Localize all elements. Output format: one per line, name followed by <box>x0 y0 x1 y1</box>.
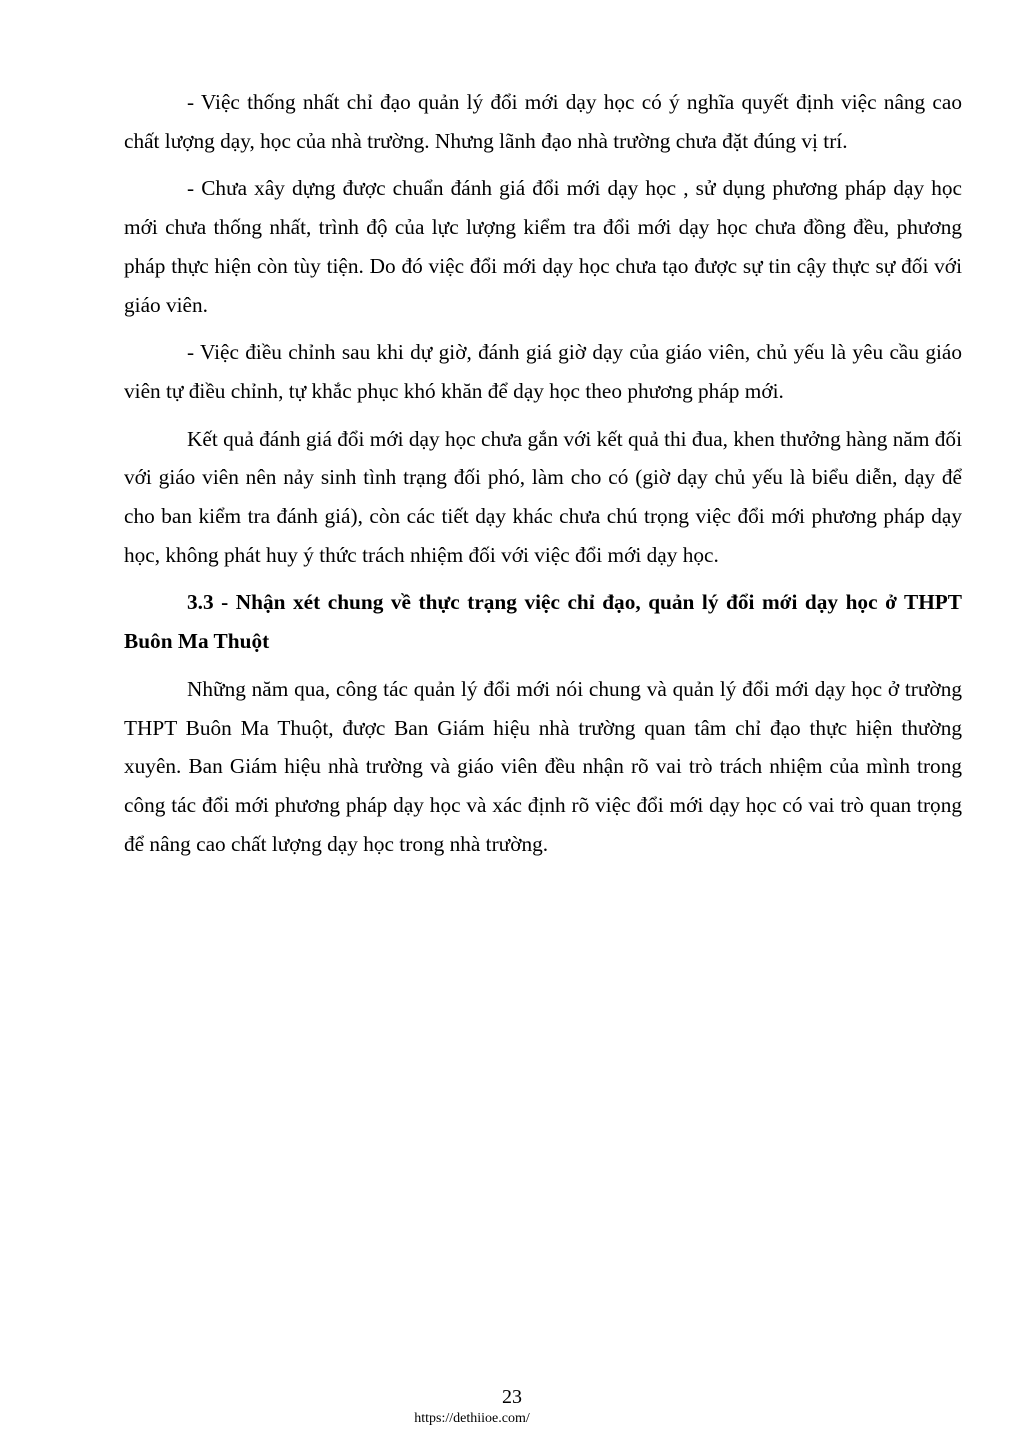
footer-url-link[interactable]: https://dethiioe.com/ <box>414 1411 530 1426</box>
page-number: 23 <box>502 1386 522 1408</box>
paragraph-unified-direction: - Việc thống nhất chỉ đạo quản lý đổi mới dạy học có ý nghĩa quyết định việc nâng cao chất lượng dạy, học của nhà trường. Nhưng lãnh đạo nhà trường chưa đặt đúng vị trí. <box>124 90 962 153</box>
paragraph-general-remarks: Những năm qua, công tác quản lý đổi mới nói chung và quản lý đổi mới dạy học ở trường THPT Buôn Ma Thuột, được Ban Giám hiệu nhà trường quan tâm chỉ đạo thực hiện thường xuyên. Ban Giám hiệu nhà trường và giáo viên đều nhận rõ vai trò trách nhiệm của mình trong công tác đổi mới phương pháp dạy học và xác định rõ việc đổi mới dạy học có vai trò quan trọng để nâng cao chất lượng dạy học trong nhà trường. <box>124 676 962 856</box>
paragraph-evaluation-results: Kết quả đánh giá đổi mới dạy học chưa gắn với kết quả thi đua, khen thưởng hàng năm đối với giáo viên nên nảy sinh tình trạng đối phó, làm cho có (giờ dạy chủ yếu là biểu diễn, dạy để cho ban kiểm tra đánh giá), còn các tiết dạy khác chưa chú trọng việc đổi mới phương pháp dạy học, không phát huy ý thức trách nhiệm đối với việc đổi mới dạy học. <box>124 426 962 567</box>
document-body <box>124 83 962 872</box>
section-heading: 3.3 - Nhận xét chung về thực trạng việc chỉ đạo, quản lý đổi mới dạy học ở THPT Buôn Ma Thuột <box>124 590 962 654</box>
paragraph-adjustment-after-observation: - Việc điều chỉnh sau khi dự giờ, đánh giá giờ dạy của giáo viên, chủ yếu là yêu cầu giáo viên tự điều chỉnh, tự khắc phục khó khăn để dạy học theo phương pháp mới. <box>124 340 962 403</box>
paragraph-evaluation-standards: - Chưa xây dựng được chuẩn đánh giá đổi mới dạy học , sử dụng phương pháp dạy học mới chưa thống nhất, trình độ của lực lượng kiểm tra đổi mới dạy học chưa đồng đều, phương pháp thực hiện còn tùy tiện. Do đó việc đổi mới dạy học chưa tạo được sự tin cậy thực sự đối với giáo viên. <box>124 176 962 317</box>
